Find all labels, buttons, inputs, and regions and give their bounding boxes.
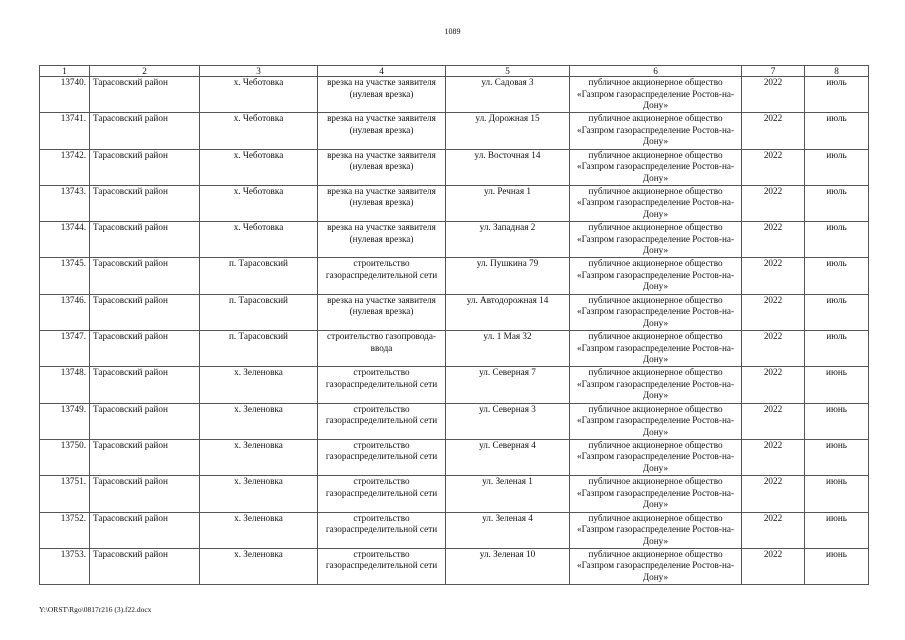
table-row: [40, 439, 869, 475]
settlement-cell: х. Зеленовка: [200, 367, 318, 403]
table-row: [40, 294, 869, 330]
year-cell: 2022: [742, 439, 805, 475]
organization-cell: публичное акционерное общество «Газпром газораспределение Ростов-на-Дону»: [570, 258, 742, 294]
address-cell: ул. Восточная 14: [446, 149, 570, 185]
month-cell: июнь: [805, 512, 869, 548]
column-header: 7: [742, 66, 805, 77]
month-cell: июнь: [805, 403, 869, 439]
row-number-cell: 13744.: [40, 222, 90, 258]
table-row: [40, 149, 869, 185]
month-cell: июль: [805, 331, 869, 367]
month-cell: июль: [805, 113, 869, 149]
organization-cell: публичное акционерное общество «Газпром газораспределение Ростов-на-Дону»: [570, 77, 742, 113]
column-header: 2: [90, 66, 200, 77]
table-row: [40, 331, 869, 367]
settlement-cell: х. Зеленовка: [200, 439, 318, 475]
settlement-cell: п. Тарасовский: [200, 258, 318, 294]
month-cell: июль: [805, 185, 869, 221]
settlement-cell: х. Чеботовка: [200, 149, 318, 185]
year-cell: 2022: [742, 331, 805, 367]
settlement-cell: п. Тарасовский: [200, 294, 318, 330]
work-type-cell: строительство газораспределительной сети: [318, 439, 446, 475]
district-cell: Тарасовский район: [90, 185, 200, 221]
month-cell: июнь: [805, 439, 869, 475]
year-cell: 2022: [742, 294, 805, 330]
file-path-footer: Y:\ORST\Rgo\0817r216 (3).f22.docx: [39, 605, 152, 614]
organization-cell: публичное акционерное общество «Газпром газораспределение Ростов-на-Дону»: [570, 222, 742, 258]
table-row: [40, 222, 869, 258]
organization-cell: публичное акционерное общество «Газпром газораспределение Ростов-на-Дону»: [570, 331, 742, 367]
row-number-cell: 13752.: [40, 512, 90, 548]
row-number-cell: 13753.: [40, 548, 90, 584]
settlement-cell: х. Зеленовка: [200, 512, 318, 548]
settlement-cell: х. Чеботовка: [200, 185, 318, 221]
table-row: [40, 367, 869, 403]
work-type-cell: врезка на участке заявителя (нулевая врезка): [318, 77, 446, 113]
address-cell: ул. Речная 1: [446, 185, 570, 221]
work-type-cell: врезка на участке заявителя (нулевая врезка): [318, 222, 446, 258]
address-cell: ул. Автодорожная 14: [446, 294, 570, 330]
district-cell: Тарасовский район: [90, 222, 200, 258]
settlement-cell: х. Зеленовка: [200, 548, 318, 584]
column-header: 6: [570, 66, 742, 77]
work-type-cell: строительство газораспределительной сети: [318, 258, 446, 294]
month-cell: июль: [805, 77, 869, 113]
organization-cell: публичное акционерное общество «Газпром газораспределение Ростов-на-Дону»: [570, 548, 742, 584]
table-row: [40, 113, 869, 149]
work-type-cell: строительство газораспределительной сети: [318, 476, 446, 512]
district-cell: Тарасовский район: [90, 294, 200, 330]
organization-cell: публичное акционерное общество «Газпром газораспределение Ростов-на-Дону»: [570, 185, 742, 221]
year-cell: 2022: [742, 476, 805, 512]
address-cell: ул. Северная 3: [446, 403, 570, 439]
year-cell: 2022: [742, 222, 805, 258]
organization-cell: публичное акционерное общество «Газпром газораспределение Ростов-на-Дону»: [570, 512, 742, 548]
organization-cell: публичное акционерное общество «Газпром газораспределение Ростов-на-Дону»: [570, 476, 742, 512]
work-type-cell: строительство газораспределительной сети: [318, 548, 446, 584]
address-cell: ул. Садовая 3: [446, 77, 570, 113]
work-type-cell: строительство газопровода-ввода: [318, 331, 446, 367]
district-cell: Тарасовский район: [90, 367, 200, 403]
address-cell: ул. Зеленая 4: [446, 512, 570, 548]
work-type-cell: врезка на участке заявителя (нулевая врезка): [318, 185, 446, 221]
year-cell: 2022: [742, 185, 805, 221]
work-type-cell: строительство газораспределительной сети: [318, 403, 446, 439]
district-cell: Тарасовский район: [90, 258, 200, 294]
address-cell: ул. Северная 7: [446, 367, 570, 403]
settlement-cell: х. Чеботовка: [200, 222, 318, 258]
district-cell: Тарасовский район: [90, 331, 200, 367]
row-number-cell: 13743.: [40, 185, 90, 221]
gasification-table: [39, 65, 869, 585]
month-cell: июль: [805, 258, 869, 294]
year-cell: 2022: [742, 548, 805, 584]
work-type-cell: строительство газораспределительной сети: [318, 512, 446, 548]
work-type-cell: врезка на участке заявителя (нулевая врезка): [318, 294, 446, 330]
organization-cell: публичное акционерное общество «Газпром газораспределение Ростов-на-Дону»: [570, 367, 742, 403]
work-type-cell: строительство газораспределительной сети: [318, 367, 446, 403]
work-type-cell: врезка на участке заявителя (нулевая врезка): [318, 113, 446, 149]
organization-cell: публичное акционерное общество «Газпром газораспределение Ростов-на-Дону»: [570, 113, 742, 149]
district-cell: Тарасовский район: [90, 77, 200, 113]
month-cell: июнь: [805, 367, 869, 403]
column-header: 1: [40, 66, 90, 77]
row-number-cell: 13740.: [40, 77, 90, 113]
column-header: 8: [805, 66, 869, 77]
column-header: 4: [318, 66, 446, 77]
address-cell: ул. Дорожная 15: [446, 113, 570, 149]
address-cell: ул. Западная 2: [446, 222, 570, 258]
district-cell: Тарасовский район: [90, 403, 200, 439]
row-number-cell: 13745.: [40, 258, 90, 294]
table-row: [40, 548, 869, 584]
month-cell: июль: [805, 149, 869, 185]
year-cell: 2022: [742, 258, 805, 294]
district-cell: Тарасовский район: [90, 512, 200, 548]
settlement-cell: х. Зеленовка: [200, 476, 318, 512]
table-row: [40, 77, 869, 113]
year-cell: 2022: [742, 149, 805, 185]
address-cell: ул. Пушкина 79: [446, 258, 570, 294]
district-cell: Тарасовский район: [90, 548, 200, 584]
organization-cell: публичное акционерное общество «Газпром газораспределение Ростов-на-Дону»: [570, 149, 742, 185]
year-cell: 2022: [742, 113, 805, 149]
table-row: [40, 185, 869, 221]
year-cell: 2022: [742, 403, 805, 439]
settlement-cell: х. Чеботовка: [200, 113, 318, 149]
row-number-cell: 13746.: [40, 294, 90, 330]
settlement-cell: п. Тарасовский: [200, 331, 318, 367]
address-cell: ул. Зеленая 1: [446, 476, 570, 512]
table-row: [40, 403, 869, 439]
address-cell: ул. Зеленая 10: [446, 548, 570, 584]
month-cell: июнь: [805, 548, 869, 584]
table-row: [40, 512, 869, 548]
row-number-cell: 13742.: [40, 149, 90, 185]
month-cell: июнь: [805, 476, 869, 512]
table-row: [40, 258, 869, 294]
page-number: 1089: [444, 27, 461, 36]
month-cell: июль: [805, 294, 869, 330]
district-cell: Тарасовский район: [90, 476, 200, 512]
address-cell: ул. 1 Мая 32: [446, 331, 570, 367]
column-header: 3: [200, 66, 318, 77]
row-number-cell: 13747.: [40, 331, 90, 367]
organization-cell: публичное акционерное общество «Газпром газораспределение Ростов-на-Дону»: [570, 294, 742, 330]
year-cell: 2022: [742, 367, 805, 403]
month-cell: июль: [805, 222, 869, 258]
address-cell: ул. Северная 4: [446, 439, 570, 475]
work-type-cell: врезка на участке заявителя (нулевая врезка): [318, 149, 446, 185]
table-body: [40, 77, 869, 585]
row-number-cell: 13741.: [40, 113, 90, 149]
organization-cell: публичное акционерное общество «Газпром газораспределение Ростов-на-Дону»: [570, 439, 742, 475]
year-cell: 2022: [742, 77, 805, 113]
settlement-cell: х. Зеленовка: [200, 403, 318, 439]
year-cell: 2022: [742, 512, 805, 548]
column-header: 5: [446, 66, 570, 77]
district-cell: Тарасовский район: [90, 149, 200, 185]
settlement-cell: х. Чеботовка: [200, 77, 318, 113]
row-number-cell: 13750.: [40, 439, 90, 475]
row-number-cell: 13751.: [40, 476, 90, 512]
organization-cell: публичное акционерное общество «Газпром газораспределение Ростов-на-Дону»: [570, 403, 742, 439]
row-number-cell: 13748.: [40, 367, 90, 403]
district-cell: Тарасовский район: [90, 113, 200, 149]
row-number-cell: 13749.: [40, 403, 90, 439]
table-row: [40, 476, 869, 512]
district-cell: Тарасовский район: [90, 439, 200, 475]
column-number-row: [40, 66, 869, 77]
